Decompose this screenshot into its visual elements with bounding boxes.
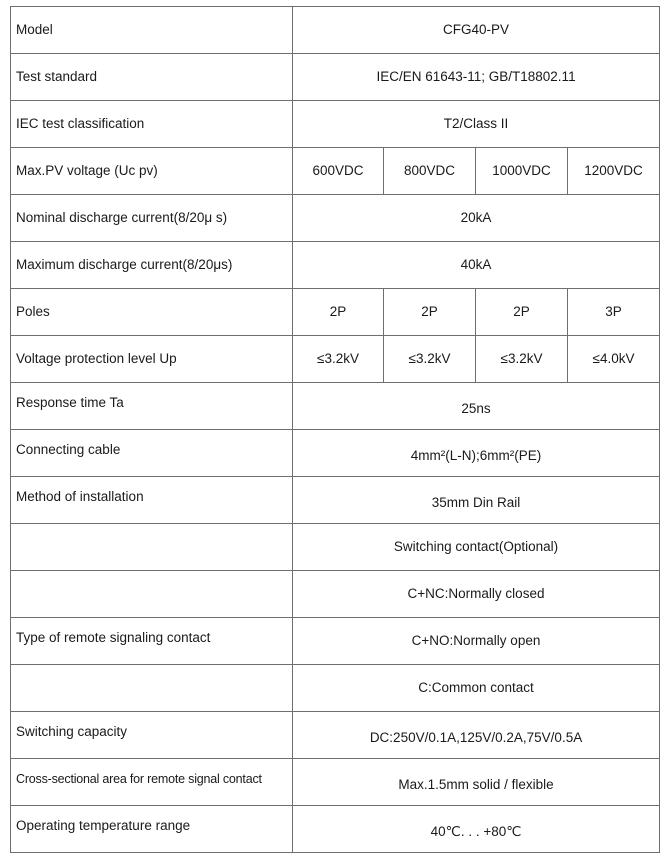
- remote-signaling-label-empty: [11, 665, 293, 712]
- row-switching-capacity: [11, 712, 660, 759]
- row-remote-signaling-2: [11, 571, 660, 618]
- row-maximum-discharge: [11, 242, 660, 289]
- iec-classification-value: T2/Class II: [293, 101, 660, 148]
- row-iec-classification: [11, 101, 660, 148]
- maximum-discharge-label: Maximum discharge current(8/20μs): [11, 242, 293, 289]
- poles-value: 3P: [568, 289, 660, 336]
- connecting-cable-label-text: Connecting cable: [16, 442, 121, 457]
- poles-label: Poles: [11, 289, 293, 336]
- response-time-value-text: 25ns: [461, 401, 491, 416]
- poles-value: 2P: [384, 289, 476, 336]
- model-value: CFG40-PV: [293, 7, 660, 54]
- row-cross-section: [11, 759, 660, 806]
- voltage-protection-label: Voltage protection level Up: [11, 336, 293, 383]
- row-operating-temp: [11, 806, 660, 853]
- row-remote-signaling-4: [11, 665, 660, 712]
- connecting-cable-value-text: 4mm²(L-N);6mm²(PE): [410, 448, 542, 463]
- spec-table: [10, 6, 660, 853]
- installation-value-text: 35mm Din Rail: [431, 495, 521, 510]
- connecting-cable-value: [293, 430, 660, 477]
- response-time-label-text: Response time Ta: [16, 395, 124, 410]
- remote-signaling-label-text: Type of remote signaling contact: [16, 630, 211, 645]
- max-pv-voltage-value: 1000VDC: [476, 148, 568, 195]
- row-nominal-discharge: [11, 195, 660, 242]
- remote-signaling-label-empty: [11, 571, 293, 618]
- response-time-value: [293, 383, 660, 430]
- cross-section-label-text: Cross-sectional area for remote signal contact: [16, 772, 262, 786]
- operating-temp-value-text: 40℃. . . +80℃: [430, 824, 522, 839]
- operating-temp-value: [293, 806, 660, 853]
- installation-label-text: Method of installation: [16, 489, 144, 504]
- row-connecting-cable: [11, 430, 660, 477]
- voltage-protection-value: ≤4.0kV: [568, 336, 660, 383]
- iec-classification-label: IEC test classification: [11, 101, 293, 148]
- remote-signaling-value: C+NO:Normally open: [293, 618, 660, 665]
- cross-section-label: [11, 759, 293, 806]
- poles-value: 2P: [476, 289, 568, 336]
- row-remote-signaling-1: [11, 524, 660, 571]
- switching-capacity-label: [11, 712, 293, 759]
- test-standard-value: IEC/EN 61643-11; GB/T18802.11: [293, 54, 660, 101]
- model-label: Model: [11, 7, 293, 54]
- row-test-standard: [11, 54, 660, 101]
- poles-value: 2P: [293, 289, 384, 336]
- nominal-discharge-label: Nominal discharge current(8/20μ s): [11, 195, 293, 242]
- row-voltage-protection: [11, 336, 660, 383]
- installation-value: [293, 477, 660, 524]
- operating-temp-label: [11, 806, 293, 853]
- voltage-protection-value: ≤3.2kV: [293, 336, 384, 383]
- switching-capacity-value: [293, 712, 660, 759]
- nominal-discharge-value: 20kA: [293, 195, 660, 242]
- row-model: [11, 7, 660, 54]
- row-remote-signaling-3: [11, 618, 660, 665]
- cross-section-value-text: Max.1.5mm solid / flexible: [398, 777, 554, 792]
- max-pv-voltage-label: Max.PV voltage (Uc pv): [11, 148, 293, 195]
- operating-temp-label-text: Operating temperature range: [16, 818, 191, 833]
- switching-capacity-value-text: DC:250V/0.1A,125V/0.2A,75V/0.5A: [369, 730, 583, 745]
- voltage-protection-value: ≤3.2kV: [476, 336, 568, 383]
- remote-signaling-label-empty: [11, 524, 293, 571]
- remote-signaling-label: [11, 618, 293, 665]
- remote-signaling-value: C+NC:Normally closed: [293, 571, 660, 618]
- row-max-pv-voltage: [11, 148, 660, 195]
- row-installation: [11, 477, 660, 524]
- row-poles: [11, 289, 660, 336]
- max-pv-voltage-value: 800VDC: [384, 148, 476, 195]
- test-standard-label: Test standard: [11, 54, 293, 101]
- max-pv-voltage-value: 600VDC: [293, 148, 384, 195]
- installation-label: [11, 477, 293, 524]
- remote-signaling-value: C:Common contact: [293, 665, 660, 712]
- maximum-discharge-value: 40kA: [293, 242, 660, 289]
- remote-signaling-value: Switching contact(Optional): [293, 524, 660, 571]
- voltage-protection-value: ≤3.2kV: [384, 336, 476, 383]
- row-response-time: [11, 383, 660, 430]
- cross-section-value: [293, 759, 660, 806]
- switching-capacity-label-text: Switching capacity: [16, 724, 128, 739]
- response-time-label: [11, 383, 293, 430]
- max-pv-voltage-value: 1200VDC: [568, 148, 660, 195]
- connecting-cable-label: [11, 430, 293, 477]
